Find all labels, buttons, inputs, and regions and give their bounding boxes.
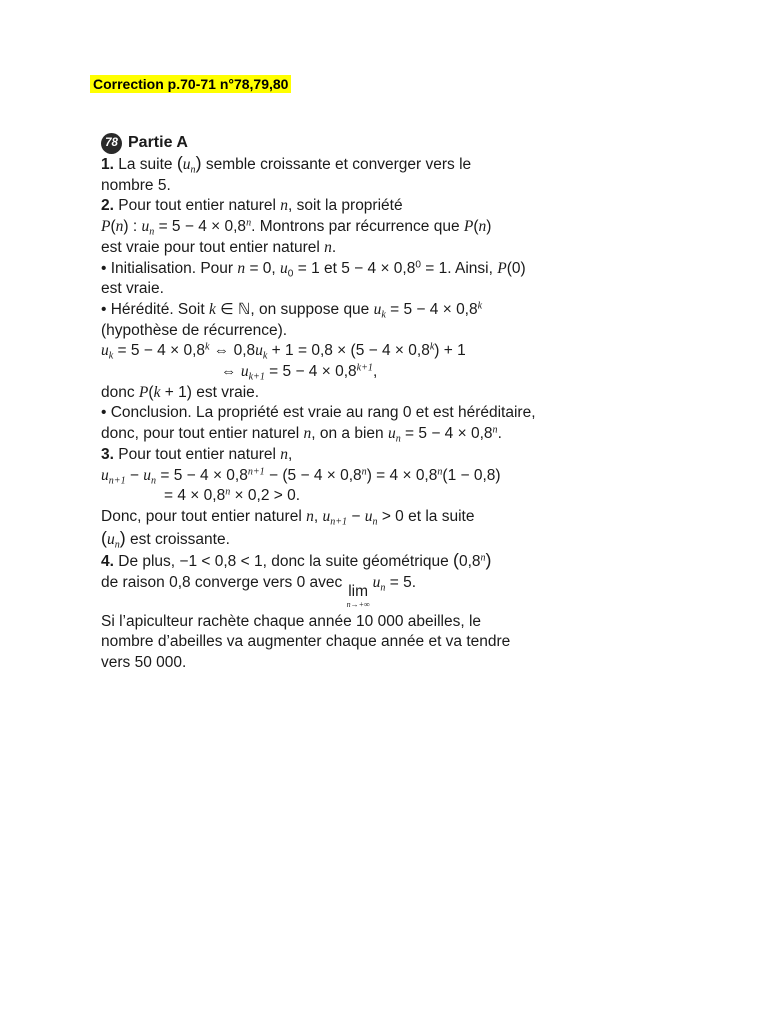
q2-property-line: P(n) : $u_n = 5 - 4 \times 0,8^n$. Montrons par récurrence que P(n): [101, 217, 492, 238]
q1-line-2: nombre 5.: [101, 176, 171, 194]
q4-line-2: de raison 0,8 converge vers 0 avec lim n→+∞ $u_n = 5$.: [101, 574, 417, 609]
initialisation-line: • Initialisation. Pour n = 0, $u_0 = 1$ et $5 - 4 \times 0,8^0 = 1$. Ainsi, P(0): [101, 258, 526, 280]
page-title: Correction p.70-71 n°78,79,80: [90, 75, 291, 93]
exercise-number-badge: 78: [101, 133, 122, 154]
q2-line-1: 2. Pour tout entier naturel n, soit la propriété: [101, 197, 403, 215]
q3-calc-line-2: = $4 \times 0,8^n \times 0,2 > 0$.: [164, 486, 301, 505]
donc-line: donc P(k + 1) est vraie.: [101, 383, 260, 401]
heredite-line: • Hérédité. Soit k ∈ ℕ, on suppose que $u_k = 5 - 4 \times 0,8^k$: [101, 300, 483, 321]
q3-donc-line-2: $(u_n)$ est croissante.: [101, 527, 230, 551]
final-line-2: nombre d’abeilles va augmenter chaque année et va tendre: [101, 633, 511, 651]
initialisation-line-2: est vraie.: [101, 280, 164, 298]
exercise-heading: [101, 133, 551, 153]
q3-donc-line-1: Donc, pour tout entier naturel n, $u_{n+1} - u_n > 0$ et la suite: [101, 507, 475, 528]
heredite-line-2: (hypothèse de récurrence).: [101, 321, 288, 339]
q4-line-1: 4. De plus, −1 < 0,8 < 1, donc la suite géométrique (0,8$^n$): [101, 550, 492, 571]
q3-line-1: 3. Pour tout entier naturel n,: [101, 445, 293, 463]
final-line-1: Si l’apiculteur rachète chaque année 10 000 abeilles, le: [101, 612, 482, 630]
conclusion-line-1: • Conclusion. La propriété est vraie au rang 0 et est héréditaire,: [101, 404, 536, 422]
final-line-3: vers 50 000.: [101, 653, 187, 671]
limit-operator: lim n→+∞: [346, 583, 370, 609]
q1-line-1: 1. La suite $(u_n)$ semble croissante et converger vers le: [101, 153, 472, 176]
equivalence-line-2: ⇔ $u_{k+1} = 5 - 4 \times 0,8^{k+1}$,: [221, 362, 378, 383]
part-title: Partie A: [128, 133, 188, 151]
conclusion-line-2: donc, pour tout entier naturel n, on a bien $u_n = 5 - 4 \times 0,8^n$.: [101, 424, 502, 445]
q3-calc-line-1: $u_{n+1} - u_n = 5 - 4 \times 0,8^{n+1} - (5 - 4 \times 0,8^n) = 4 \times 0,8^n(1 - 0,8)$: [101, 466, 501, 487]
equivalence-line-1: $u_k = 5 - 4 \times 0,8^k$ ⇔ $0,8u_k + 1 = 0,8 \times (5 - 4 \times 0,8^k) + 1$: [101, 341, 466, 362]
q2-line-3: est vraie pour tout entier naturel n.: [101, 238, 337, 256]
exercise-block: [101, 133, 551, 674]
